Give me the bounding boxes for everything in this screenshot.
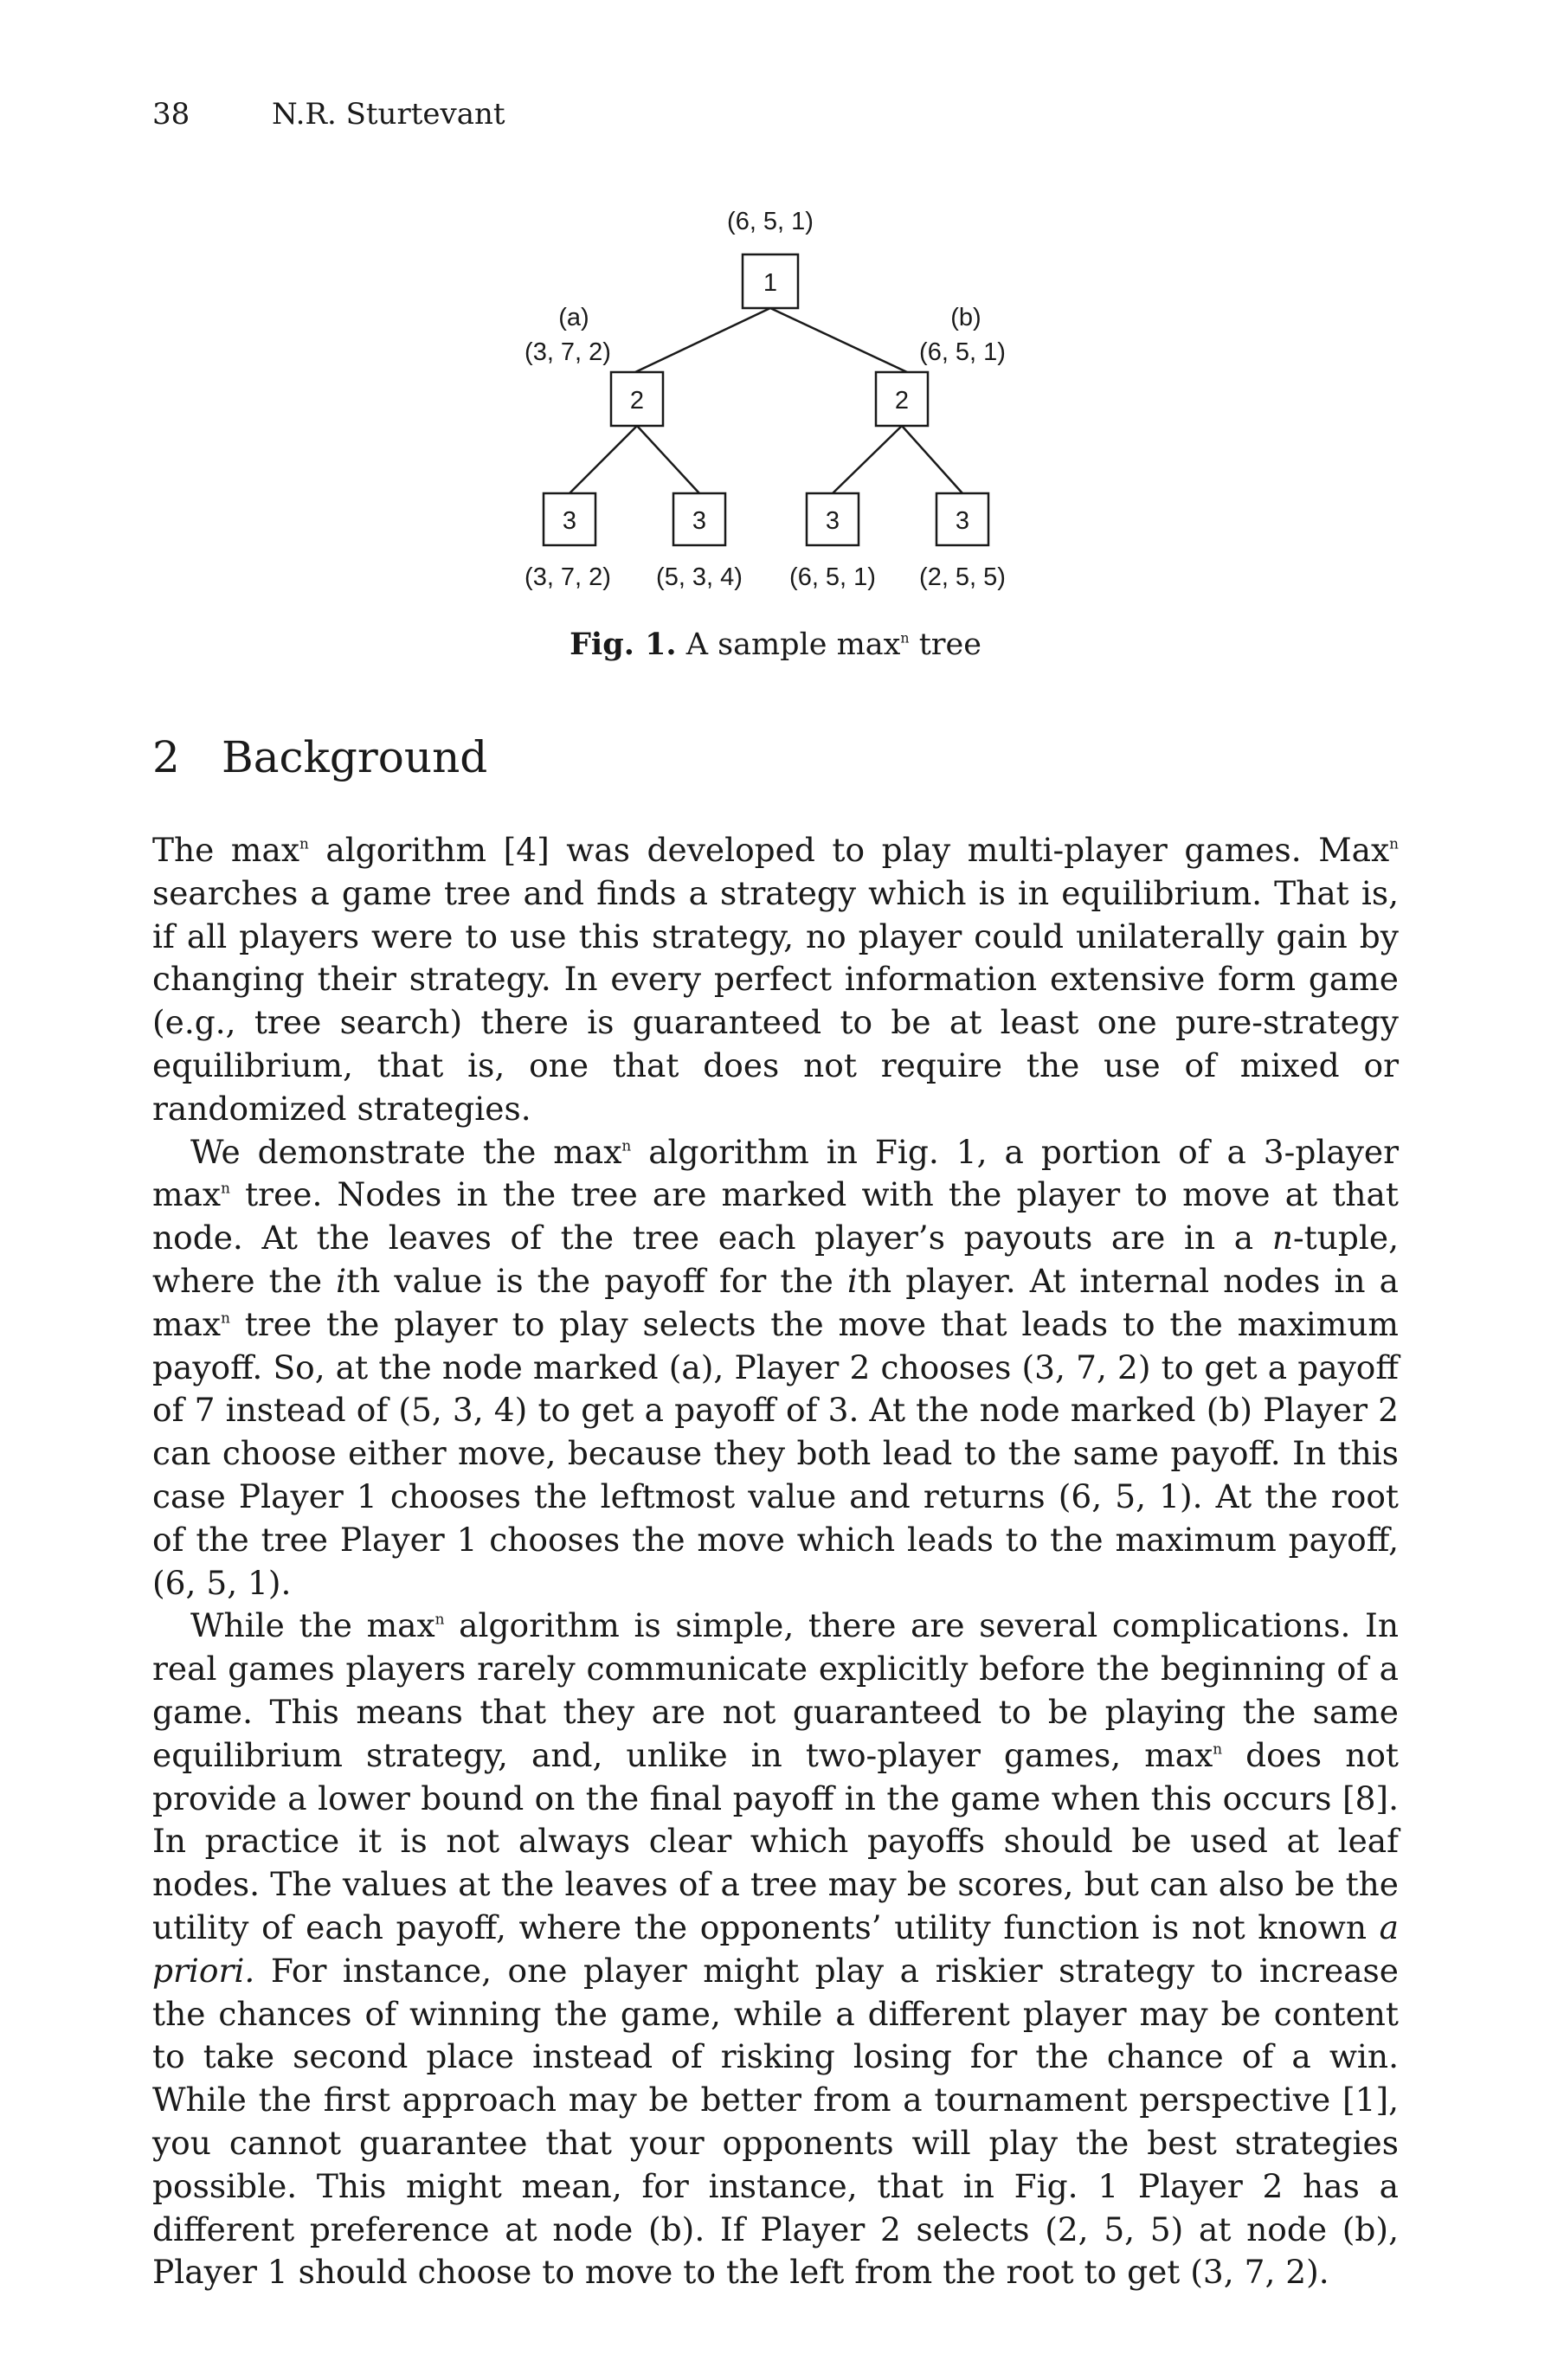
leaf-3-player: 3: [825, 507, 840, 535]
superscript: n: [1389, 834, 1399, 852]
edge-a-leaf2: [637, 426, 699, 493]
paragraph-3: [152, 1605, 1399, 2294]
edge-a-leaf1: [570, 426, 637, 493]
node-a-player: 2: [629, 387, 645, 415]
leaf-1-payoff: (3, 7, 2): [525, 563, 611, 591]
italic-run: n: [1271, 1219, 1293, 1258]
caption-label: Fig. 1.: [570, 627, 677, 662]
tree-diagram: [0, 199, 1551, 614]
italic-run: i: [846, 1261, 858, 1300]
text-run: algorithm in Fig. 1, a portion of a 3-player max: [152, 1132, 1399, 1214]
superscript: n: [434, 1611, 445, 1628]
leaf-2-payoff: (5, 3, 4): [656, 563, 743, 591]
maxn-tree-figure: [0, 199, 1551, 614]
superscript: n: [1213, 1740, 1223, 1758]
superscript: n: [621, 1136, 632, 1155]
section-heading: [152, 732, 487, 782]
body-text: [152, 829, 1399, 2294]
superscript: n: [221, 1180, 230, 1198]
edge-b-leaf4: [902, 426, 962, 493]
running-author: N.R. Sturtevant: [272, 97, 505, 132]
edge-root-a: [635, 308, 770, 372]
node-b-payoff: (6, 5, 1): [919, 338, 1006, 366]
leaf-4-payoff: (2, 5, 5): [919, 563, 1006, 591]
node-a-label: (a): [558, 304, 589, 331]
paragraph-1: [152, 829, 1399, 1131]
text-run: The max: [152, 831, 299, 869]
leaf-3-payoff: (6, 5, 1): [789, 563, 876, 591]
caption-text-b: tree: [909, 627, 981, 662]
page-number: 38: [152, 97, 190, 132]
text-run: tree the player to play selects the move that leads to the maximum payoff. So, at the node marked (a), Player 2 chooses (3, 7, 2) to get a payoff of 7 instead of (5, 3, 4) to get a payoff of 3. At the node marked (b) Player 2 can choose either move, because they both lead to the same payoff. In this case Player 1 chooses the leftmost value and returns (6, 5, 1). At the root of the tree Player 1 chooses the move which leads to the maximum payoff, (6, 5, 1).: [152, 1304, 1399, 1602]
text-run: While the max: [190, 1606, 435, 1645]
text-run: algorithm is simple, there are several complications. In real games players rarely communicate explicitly before the beginning of a game. This means that they are not guaranteed to be playing the same equilibrium strategy, and, unlike in two-player games, max: [152, 1606, 1399, 1774]
text-run: -tuple, where the: [152, 1219, 1399, 1300]
text-run: For instance, one player might play a riskier strategy to increase the chances of winning the game, while a different player may be content to take second place instead of risking losing for the chance of a win. While the first approach may be better from a tournament perspective [1], you cannot guarantee that your opponents will play the best strategies possible. This might mean, for instance, that in Fig. 1 Player 2 has a different preference at node (b). If Player 2 selects (2, 5, 5) at node (b), Player 1 should choose to move to the left from the root to get (3, 7, 2).: [152, 1951, 1399, 2292]
paragraph-2: [152, 1131, 1399, 1605]
root-payoff: (6, 5, 1): [727, 208, 814, 235]
text-run: searches a game tree and finds a strategy which is in equilibrium. That is, if all players were to use this strategy, no player could unilaterally gain by changing their strategy. In every perfect information extensive form game (e.g., tree search) there is guaranteed to be at least one pure-strategy equilibrium, that is, one that does not require the use of mixed or randomized strategies.: [152, 873, 1399, 1128]
text-run: tree. Nodes in the tree are marked with the player to move at that node. At the leaves of the tree each player’s payouts are in a: [152, 1175, 1399, 1258]
text-run: algorithm [4] was developed to play multi-player games. Max: [308, 831, 1390, 869]
italic-run: a priori.: [152, 1907, 1399, 1990]
text-run: th player. At internal nodes in a max: [152, 1261, 1399, 1343]
figure-caption: [0, 627, 1551, 662]
root-player: 1: [763, 269, 778, 297]
node-b-player: 2: [894, 387, 910, 415]
section-number: 2: [152, 732, 180, 782]
caption-superscript: n: [900, 629, 910, 646]
edge-b-leaf3: [833, 426, 902, 493]
edge-root-b: [770, 308, 907, 372]
italic-run: i: [336, 1261, 347, 1300]
page-header: [152, 97, 505, 132]
section-title: Background: [222, 732, 488, 782]
leaf-2-player: 3: [692, 507, 707, 535]
text-run: We demonstrate the max: [190, 1132, 622, 1171]
text-run: th value is the payoff for the: [346, 1261, 847, 1300]
superscript: n: [221, 1309, 230, 1327]
superscript: n: [299, 834, 309, 852]
caption-text-a: A sample max: [685, 627, 901, 662]
text-run: does not provide a lower bound on the final payoff in the game when this occurs [8]. In practice it is not always clear which payoffs should be used at leaf nodes. The values at the leaves of a tree may be scores, but can also be the utility of each payoff, where the opponents’ utility function is not known: [152, 1735, 1399, 1946]
node-a-payoff: (3, 7, 2): [525, 338, 611, 366]
leaf-1-player: 3: [562, 507, 577, 535]
node-b-label: (b): [950, 304, 981, 331]
leaf-4-player: 3: [955, 507, 970, 535]
